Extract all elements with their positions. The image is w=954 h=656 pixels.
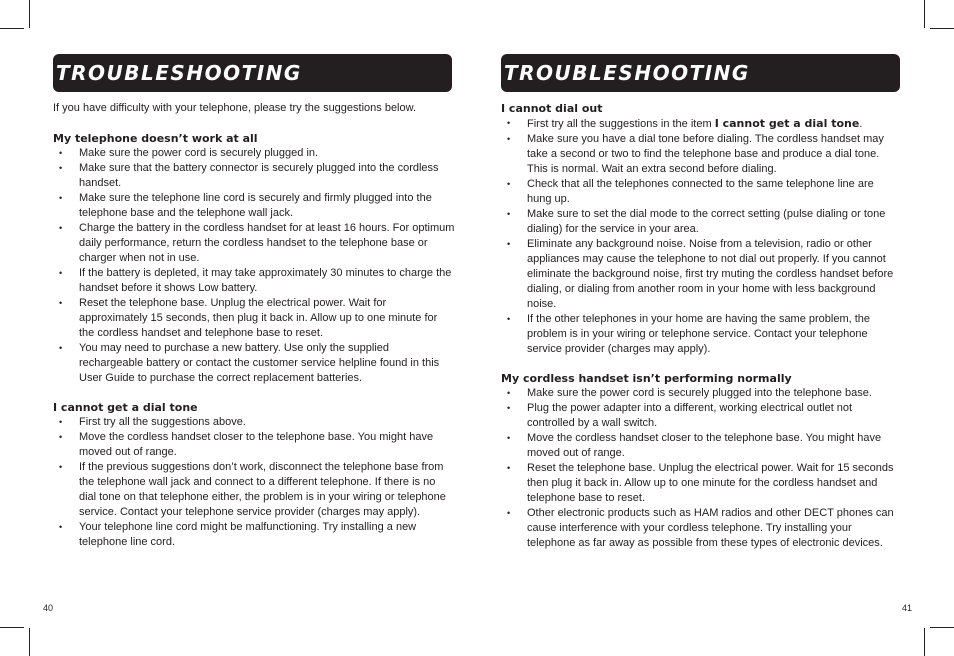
section-heading: My telephone doesn’t work at all: [53, 132, 258, 145]
list-item: • You may need to purchase a new battery. Use only the supplied rechargeable battery or contact the customer service helpline found in this User Guide to purchase the correct replacement batteries.: [53, 341, 455, 386]
crop-mark: [0, 627, 24, 628]
crop-mark: [930, 28, 954, 29]
list-item: • Make sure to set the dial mode to the correct setting (pulse dialing or tone dialing) for the service in your area.: [501, 207, 901, 237]
right-page-title: TROUBLESHOOTING: [504, 61, 750, 85]
left-column: [53, 101, 455, 550]
list-item-text: First try all the suggestions in the item: [527, 118, 715, 130]
crop-mark: [0, 28, 24, 29]
list-item: • Eliminate any background noise. Noise from a television, radio or other appliances may cause the telephone to not dial out properly. If you cannot eliminate the background noise, first try muting the cordless handset before dialing, or dialing from another room in your home with less background noise.: [501, 237, 901, 312]
list-item: • If the other telephones in your home are having the same problem, the problem is in your wiring or telephone service. Contact your telephone service provider (charges may apply).: [501, 312, 901, 357]
bullet-list: [53, 415, 455, 550]
list-item: • If the previous suggestions don’t work, disconnect the telephone base from the telephone wall jack and connect to a different telephone. If there is no dial tone on that telephone either, the problem is in your wiring or telephone service. Contact your telephone service provider (charges may apply).: [53, 460, 455, 520]
list-item: • First try all the suggestions above.: [53, 415, 455, 430]
list-item-emphasis: I cannot get a dial tone: [714, 117, 860, 130]
right-title-banner: [501, 54, 900, 92]
list-item: • Check that all the telephones connected to the same telephone line are hung up.: [501, 177, 901, 207]
section-heading: I cannot get a dial tone: [53, 401, 198, 414]
section-heading: I cannot dial out: [501, 102, 603, 115]
list-item: • Charge the battery in the cordless handset for at least 16 hours. For optimum daily performance, return the cordless handset to the telephone base or charger when not in use.: [53, 221, 455, 266]
page-number: 41: [902, 603, 913, 613]
crop-mark: [924, 628, 925, 656]
bullet-list: [501, 116, 901, 357]
list-item: • Plug the power adapter into a different, working electrical outlet not controlled by a wall switch.: [501, 401, 901, 431]
list-item: • Your telephone line cord might be malfunctioning. Try installing a new telephone line cord.: [53, 520, 455, 550]
section-heading: My cordless handset isn’t performing normally: [501, 372, 792, 385]
list-item: • Make sure you have a dial tone before dialing. The cordless handset may take a second or two to find the telephone base and produce a dial tone. This is normal. Wait an extra second before dialing.: [501, 132, 901, 177]
list-item: • Reset the telephone base. Unplug the electrical power. Wait for 15 seconds then plug it back in. Allow up to one minute for the cordless handset and telephone base to reset.: [501, 461, 901, 506]
crop-mark: [930, 627, 954, 628]
list-item: • Reset the telephone base. Unplug the electrical power. Wait for approximately 15 seconds, then plug it back in. Allow up to one minute for the cordless handset and telephone base to reset.: [53, 296, 455, 341]
intro-text: If you have difficulty with your telephone, please try the suggestions below.: [53, 102, 417, 114]
list-item: • If the battery is depleted, it may take approximately 30 minutes to charge the handset before it shows Low battery.: [53, 266, 455, 296]
crop-mark: [29, 0, 30, 28]
bullet-list: [501, 386, 901, 551]
list-item: • Make sure the power cord is securely plugged in.: [53, 146, 455, 161]
list-item: • Make sure that the battery connector is securely plugged into the cordless handset.: [53, 161, 455, 191]
list-item: [501, 116, 901, 132]
crop-mark: [924, 0, 925, 28]
list-item-text: .: [859, 118, 863, 130]
bullet-list: [53, 146, 455, 386]
left-title-banner: [53, 54, 452, 92]
list-item: • Move the cordless handset closer to the telephone base. You might have moved out of range.: [501, 431, 901, 461]
page-number: 40: [43, 603, 54, 613]
crop-mark: [29, 628, 30, 656]
left-page-title: TROUBLESHOOTING: [56, 61, 302, 85]
list-item: • Move the cordless handset closer to the telephone base. You might have moved out of range.: [53, 430, 455, 460]
list-item: • Make sure the telephone line cord is securely and firmly plugged into the telephone base and the telephone wall jack.: [53, 191, 455, 221]
list-item: • Make sure the power cord is securely plugged into the telephone base.: [501, 386, 901, 401]
list-item: • Other electronic products such as HAM radios and other DECT phones can cause interference with your cordless telephone. Try installing your telephone as far away as possible from these types of electronic devices.: [501, 506, 901, 551]
right-column: [501, 101, 901, 551]
